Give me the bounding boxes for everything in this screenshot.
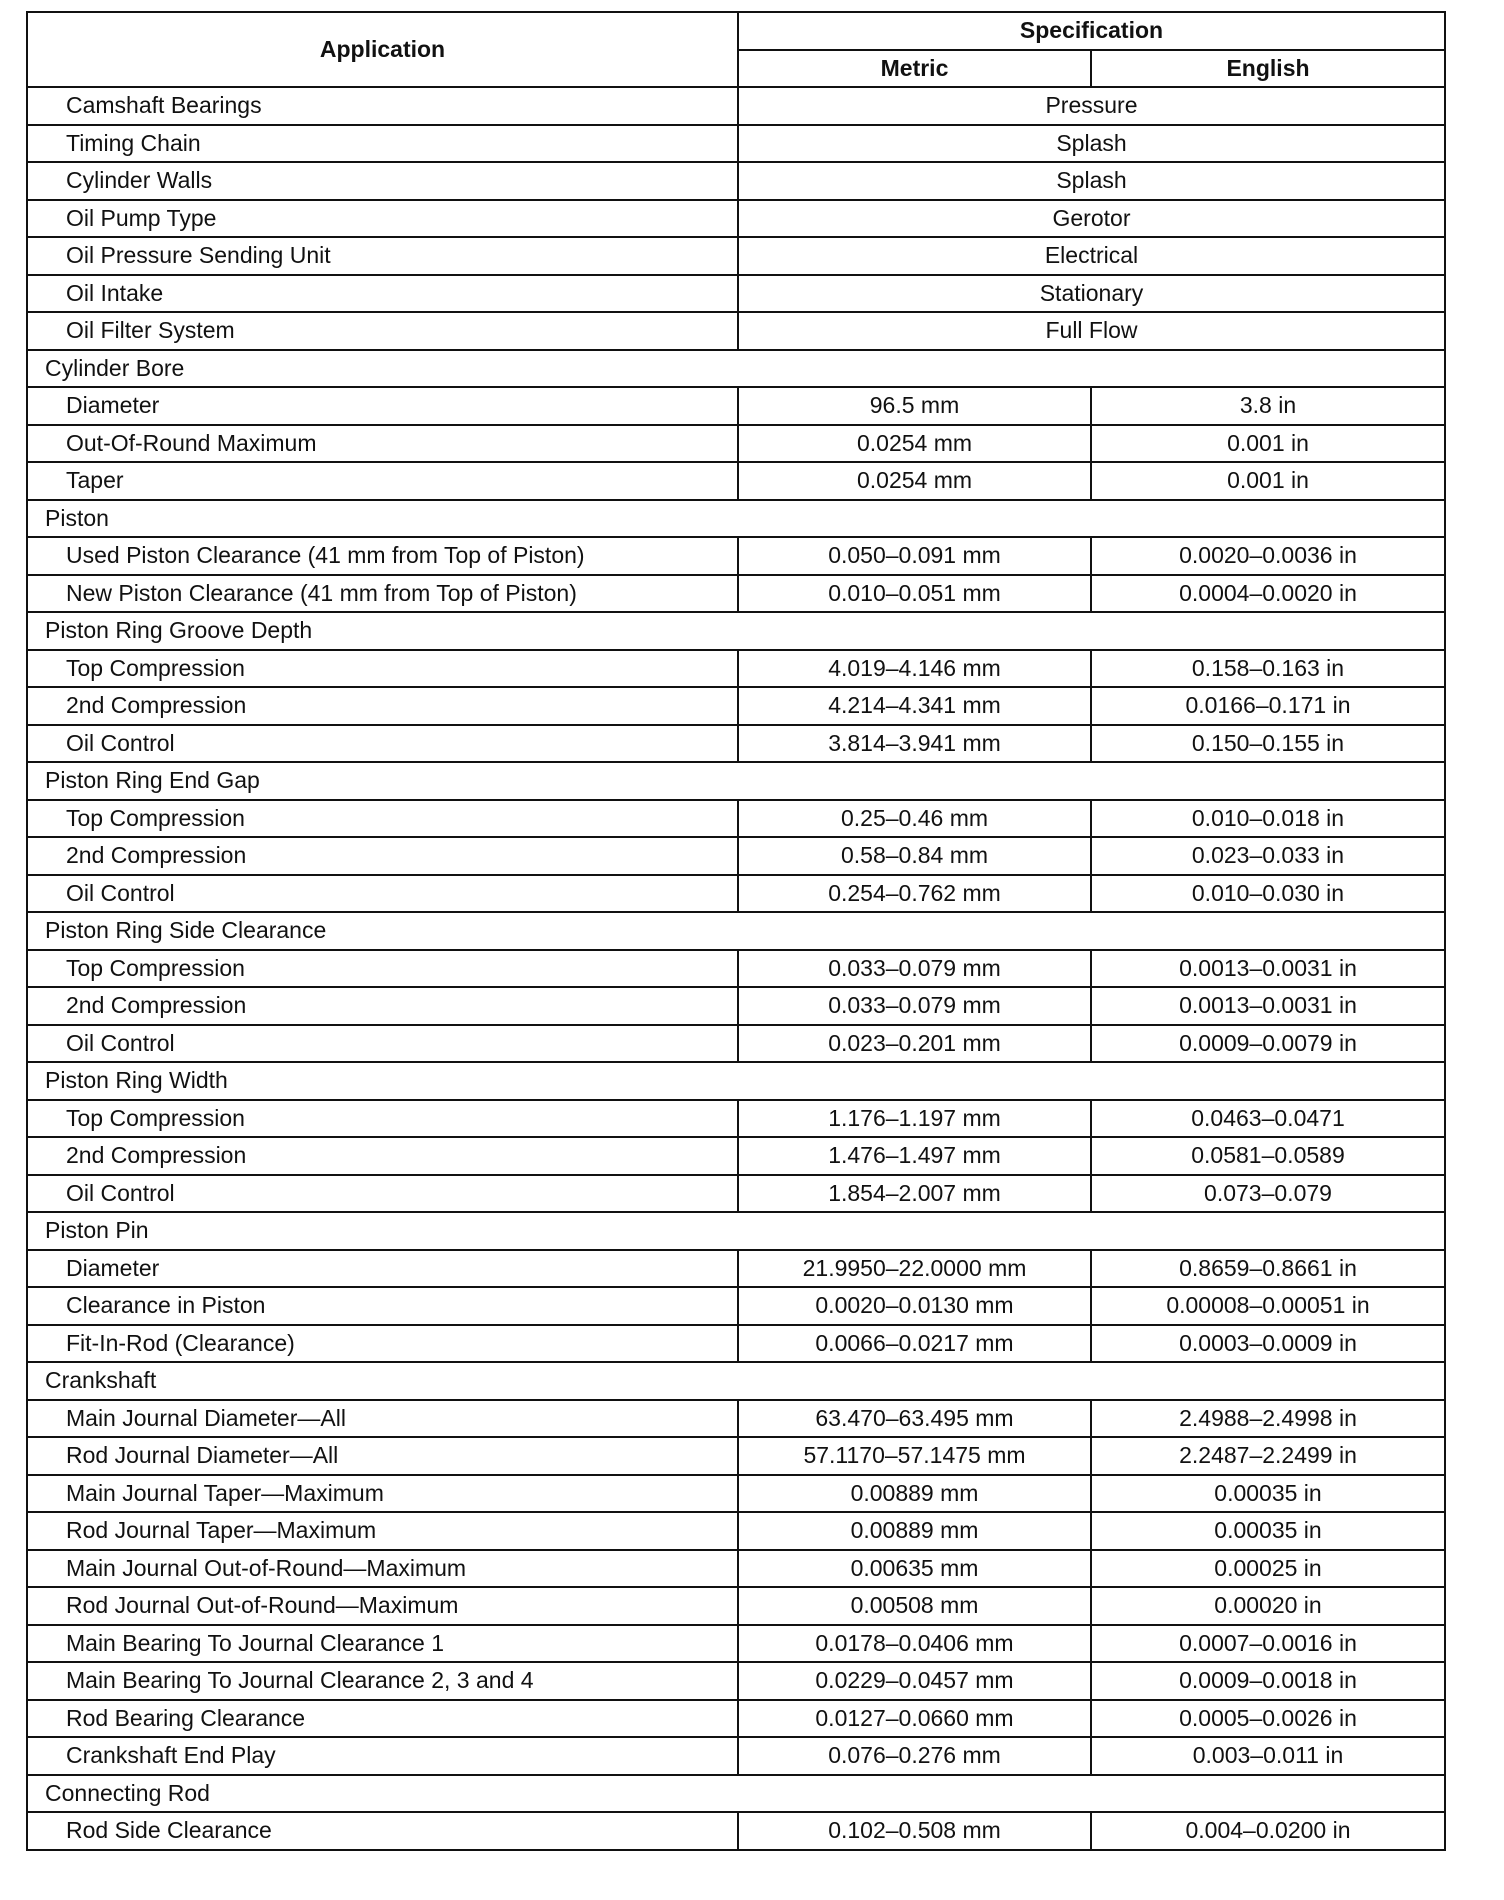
english-header: English xyxy=(1091,50,1445,88)
application-cell: Top Compression xyxy=(27,950,738,988)
metric-cell: 3.814–3.941 mm xyxy=(738,725,1091,763)
english-cell: 0.004–0.0200 in xyxy=(1091,1812,1445,1850)
english-cell: 0.158–0.163 in xyxy=(1091,650,1445,688)
section-row xyxy=(27,1062,1445,1100)
table-row xyxy=(27,875,1445,913)
english-cell: 0.0009–0.0018 in xyxy=(1091,1662,1445,1700)
english-cell: 0.0013–0.0031 in xyxy=(1091,987,1445,1025)
application-cell: Rod Journal Out-of-Round—Maximum xyxy=(27,1587,738,1625)
table-row xyxy=(27,200,1445,238)
table-header xyxy=(27,12,1445,87)
application-cell: Diameter xyxy=(27,1250,738,1288)
metric-cell: 0.0020–0.0130 mm xyxy=(738,1287,1091,1325)
english-cell: 0.00035 in xyxy=(1091,1512,1445,1550)
table-row xyxy=(27,837,1445,875)
section-title: Piston xyxy=(27,500,1445,538)
specification-table xyxy=(26,11,1446,1851)
section-title: Cylinder Bore xyxy=(27,350,1445,388)
metric-cell: 0.0254 mm xyxy=(738,425,1091,463)
metric-cell: 0.0127–0.0660 mm xyxy=(738,1700,1091,1738)
table-row xyxy=(27,237,1445,275)
metric-cell: 0.010–0.051 mm xyxy=(738,575,1091,613)
table-row xyxy=(27,687,1445,725)
english-cell: 3.8 in xyxy=(1091,387,1445,425)
application-cell: Clearance in Piston xyxy=(27,1287,738,1325)
table-row xyxy=(27,87,1445,125)
metric-cell: 0.0066–0.0217 mm xyxy=(738,1325,1091,1363)
application-cell: Rod Journal Diameter—All xyxy=(27,1437,738,1475)
table-row xyxy=(27,1100,1445,1138)
application-cell: Cylinder Walls xyxy=(27,162,738,200)
table-row xyxy=(27,537,1445,575)
table-row xyxy=(27,1662,1445,1700)
metric-cell: 0.0254 mm xyxy=(738,462,1091,500)
metric-cell: 0.050–0.091 mm xyxy=(738,537,1091,575)
table-row xyxy=(27,1137,1445,1175)
english-cell: 0.150–0.155 in xyxy=(1091,725,1445,763)
metric-cell: 0.58–0.84 mm xyxy=(738,837,1091,875)
specification-cell: Splash xyxy=(738,125,1445,163)
application-cell: Out-Of-Round Maximum xyxy=(27,425,738,463)
metric-cell: 0.00508 mm xyxy=(738,1587,1091,1625)
english-cell: 0.003–0.011 in xyxy=(1091,1737,1445,1775)
application-cell: 2nd Compression xyxy=(27,837,738,875)
section-row xyxy=(27,762,1445,800)
specification-cell: Stationary xyxy=(738,275,1445,313)
application-cell: New Piston Clearance (41 mm from Top of Piston) xyxy=(27,575,738,613)
section-title: Crankshaft xyxy=(27,1362,1445,1400)
table-row xyxy=(27,950,1445,988)
section-row xyxy=(27,350,1445,388)
application-cell: Camshaft Bearings xyxy=(27,87,738,125)
application-cell: Main Bearing To Journal Clearance 2, 3 and 4 xyxy=(27,1662,738,1700)
metric-cell: 1.176–1.197 mm xyxy=(738,1100,1091,1138)
section-row xyxy=(27,1775,1445,1813)
table-row xyxy=(27,1250,1445,1288)
metric-cell: 0.033–0.079 mm xyxy=(738,987,1091,1025)
english-cell: 0.0020–0.0036 in xyxy=(1091,537,1445,575)
english-cell: 0.001 in xyxy=(1091,425,1445,463)
table-row xyxy=(27,312,1445,350)
metric-cell: 0.254–0.762 mm xyxy=(738,875,1091,913)
metric-cell: 96.5 mm xyxy=(738,387,1091,425)
table-row xyxy=(27,1550,1445,1588)
table-row xyxy=(27,1737,1445,1775)
section-row xyxy=(27,912,1445,950)
application-cell: Main Journal Taper—Maximum xyxy=(27,1475,738,1513)
metric-cell: 57.1170–57.1475 mm xyxy=(738,1437,1091,1475)
specification-cell: Full Flow xyxy=(738,312,1445,350)
application-cell: Timing Chain xyxy=(27,125,738,163)
table-row xyxy=(27,987,1445,1025)
section-title: Piston Ring End Gap xyxy=(27,762,1445,800)
table-row xyxy=(27,1400,1445,1438)
application-cell: Oil Pump Type xyxy=(27,200,738,238)
application-cell: Oil Intake xyxy=(27,275,738,313)
table-row xyxy=(27,725,1445,763)
section-row xyxy=(27,1362,1445,1400)
table-row xyxy=(27,162,1445,200)
metric-cell: 0.0178–0.0406 mm xyxy=(738,1625,1091,1663)
application-cell: Top Compression xyxy=(27,800,738,838)
section-title: Piston Ring Side Clearance xyxy=(27,912,1445,950)
english-cell: 0.0005–0.0026 in xyxy=(1091,1700,1445,1738)
application-cell: Top Compression xyxy=(27,1100,738,1138)
metric-cell: 4.019–4.146 mm xyxy=(738,650,1091,688)
english-cell: 2.2487–2.2499 in xyxy=(1091,1437,1445,1475)
table-row xyxy=(27,1437,1445,1475)
application-cell: Rod Side Clearance xyxy=(27,1812,738,1850)
english-cell: 0.0581–0.0589 xyxy=(1091,1137,1445,1175)
english-cell: 0.0463–0.0471 xyxy=(1091,1100,1445,1138)
metric-cell: 1.854–2.007 mm xyxy=(738,1175,1091,1213)
table-row xyxy=(27,575,1445,613)
english-cell: 0.0007–0.0016 in xyxy=(1091,1625,1445,1663)
table-row xyxy=(27,1475,1445,1513)
english-cell: 0.0009–0.0079 in xyxy=(1091,1025,1445,1063)
english-cell: 0.8659–0.8661 in xyxy=(1091,1250,1445,1288)
application-cell: Rod Journal Taper—Maximum xyxy=(27,1512,738,1550)
application-cell: Oil Filter System xyxy=(27,312,738,350)
application-cell: Crankshaft End Play xyxy=(27,1737,738,1775)
metric-cell: 0.102–0.508 mm xyxy=(738,1812,1091,1850)
section-title: Connecting Rod xyxy=(27,1775,1445,1813)
metric-cell: 0.00635 mm xyxy=(738,1550,1091,1588)
table-row xyxy=(27,1175,1445,1213)
application-cell: Taper xyxy=(27,462,738,500)
application-cell: 2nd Compression xyxy=(27,987,738,1025)
table-row xyxy=(27,1512,1445,1550)
english-cell: 0.010–0.018 in xyxy=(1091,800,1445,838)
table-row xyxy=(27,1325,1445,1363)
metric-cell: 63.470–63.495 mm xyxy=(738,1400,1091,1438)
table-body xyxy=(27,87,1445,1850)
section-row xyxy=(27,612,1445,650)
english-cell: 0.0166–0.171 in xyxy=(1091,687,1445,725)
application-cell: 2nd Compression xyxy=(27,687,738,725)
english-cell: 0.00020 in xyxy=(1091,1587,1445,1625)
section-title: Piston Ring Width xyxy=(27,1062,1445,1100)
english-cell: 0.073–0.079 xyxy=(1091,1175,1445,1213)
table-row xyxy=(27,275,1445,313)
application-cell: Diameter xyxy=(27,387,738,425)
table-row xyxy=(27,1025,1445,1063)
specification-cell: Pressure xyxy=(738,87,1445,125)
table-row xyxy=(27,1287,1445,1325)
table-row xyxy=(27,125,1445,163)
specification-header: Specification xyxy=(738,12,1445,50)
metric-cell: 0.033–0.079 mm xyxy=(738,950,1091,988)
application-cell: Oil Control xyxy=(27,875,738,913)
section-title: Piston Pin xyxy=(27,1212,1445,1250)
english-cell: 0.010–0.030 in xyxy=(1091,875,1445,913)
english-cell: 0.001 in xyxy=(1091,462,1445,500)
application-cell: Main Bearing To Journal Clearance 1 xyxy=(27,1625,738,1663)
table-row xyxy=(27,1625,1445,1663)
english-cell: 0.00035 in xyxy=(1091,1475,1445,1513)
metric-cell: 4.214–4.341 mm xyxy=(738,687,1091,725)
table-row xyxy=(27,650,1445,688)
metric-cell: 0.076–0.276 mm xyxy=(738,1737,1091,1775)
application-cell: 2nd Compression xyxy=(27,1137,738,1175)
metric-cell: 0.00889 mm xyxy=(738,1512,1091,1550)
metric-cell: 0.00889 mm xyxy=(738,1475,1091,1513)
metric-cell: 0.25–0.46 mm xyxy=(738,800,1091,838)
metric-header: Metric xyxy=(738,50,1091,88)
english-cell: 0.00025 in xyxy=(1091,1550,1445,1588)
metric-cell: 1.476–1.497 mm xyxy=(738,1137,1091,1175)
english-cell: 0.00008–0.00051 in xyxy=(1091,1287,1445,1325)
section-title: Piston Ring Groove Depth xyxy=(27,612,1445,650)
table-row xyxy=(27,1587,1445,1625)
application-cell: Rod Bearing Clearance xyxy=(27,1700,738,1738)
english-cell: 0.0003–0.0009 in xyxy=(1091,1325,1445,1363)
specification-cell: Splash xyxy=(738,162,1445,200)
application-cell: Oil Control xyxy=(27,1025,738,1063)
application-cell: Oil Pressure Sending Unit xyxy=(27,237,738,275)
application-cell: Main Journal Out-of-Round—Maximum xyxy=(27,1550,738,1588)
metric-cell: 0.0229–0.0457 mm xyxy=(738,1662,1091,1700)
table-row xyxy=(27,800,1445,838)
application-cell: Used Piston Clearance (41 mm from Top of Piston) xyxy=(27,537,738,575)
application-cell: Top Compression xyxy=(27,650,738,688)
table-row xyxy=(27,425,1445,463)
english-cell: 0.023–0.033 in xyxy=(1091,837,1445,875)
section-row xyxy=(27,500,1445,538)
metric-cell: 21.9950–22.0000 mm xyxy=(738,1250,1091,1288)
table-row xyxy=(27,1812,1445,1850)
english-cell: 0.0004–0.0020 in xyxy=(1091,575,1445,613)
application-cell: Fit-In-Rod (Clearance) xyxy=(27,1325,738,1363)
table-row xyxy=(27,462,1445,500)
application-header: Application xyxy=(27,12,738,87)
english-cell: 0.0013–0.0031 in xyxy=(1091,950,1445,988)
metric-cell: 0.023–0.201 mm xyxy=(738,1025,1091,1063)
table-row xyxy=(27,1700,1445,1738)
section-row xyxy=(27,1212,1445,1250)
application-cell: Oil Control xyxy=(27,725,738,763)
application-cell: Main Journal Diameter—All xyxy=(27,1400,738,1438)
table-row xyxy=(27,387,1445,425)
specification-cell: Electrical xyxy=(738,237,1445,275)
application-cell: Oil Control xyxy=(27,1175,738,1213)
specification-cell: Gerotor xyxy=(738,200,1445,238)
english-cell: 2.4988–2.4998 in xyxy=(1091,1400,1445,1438)
